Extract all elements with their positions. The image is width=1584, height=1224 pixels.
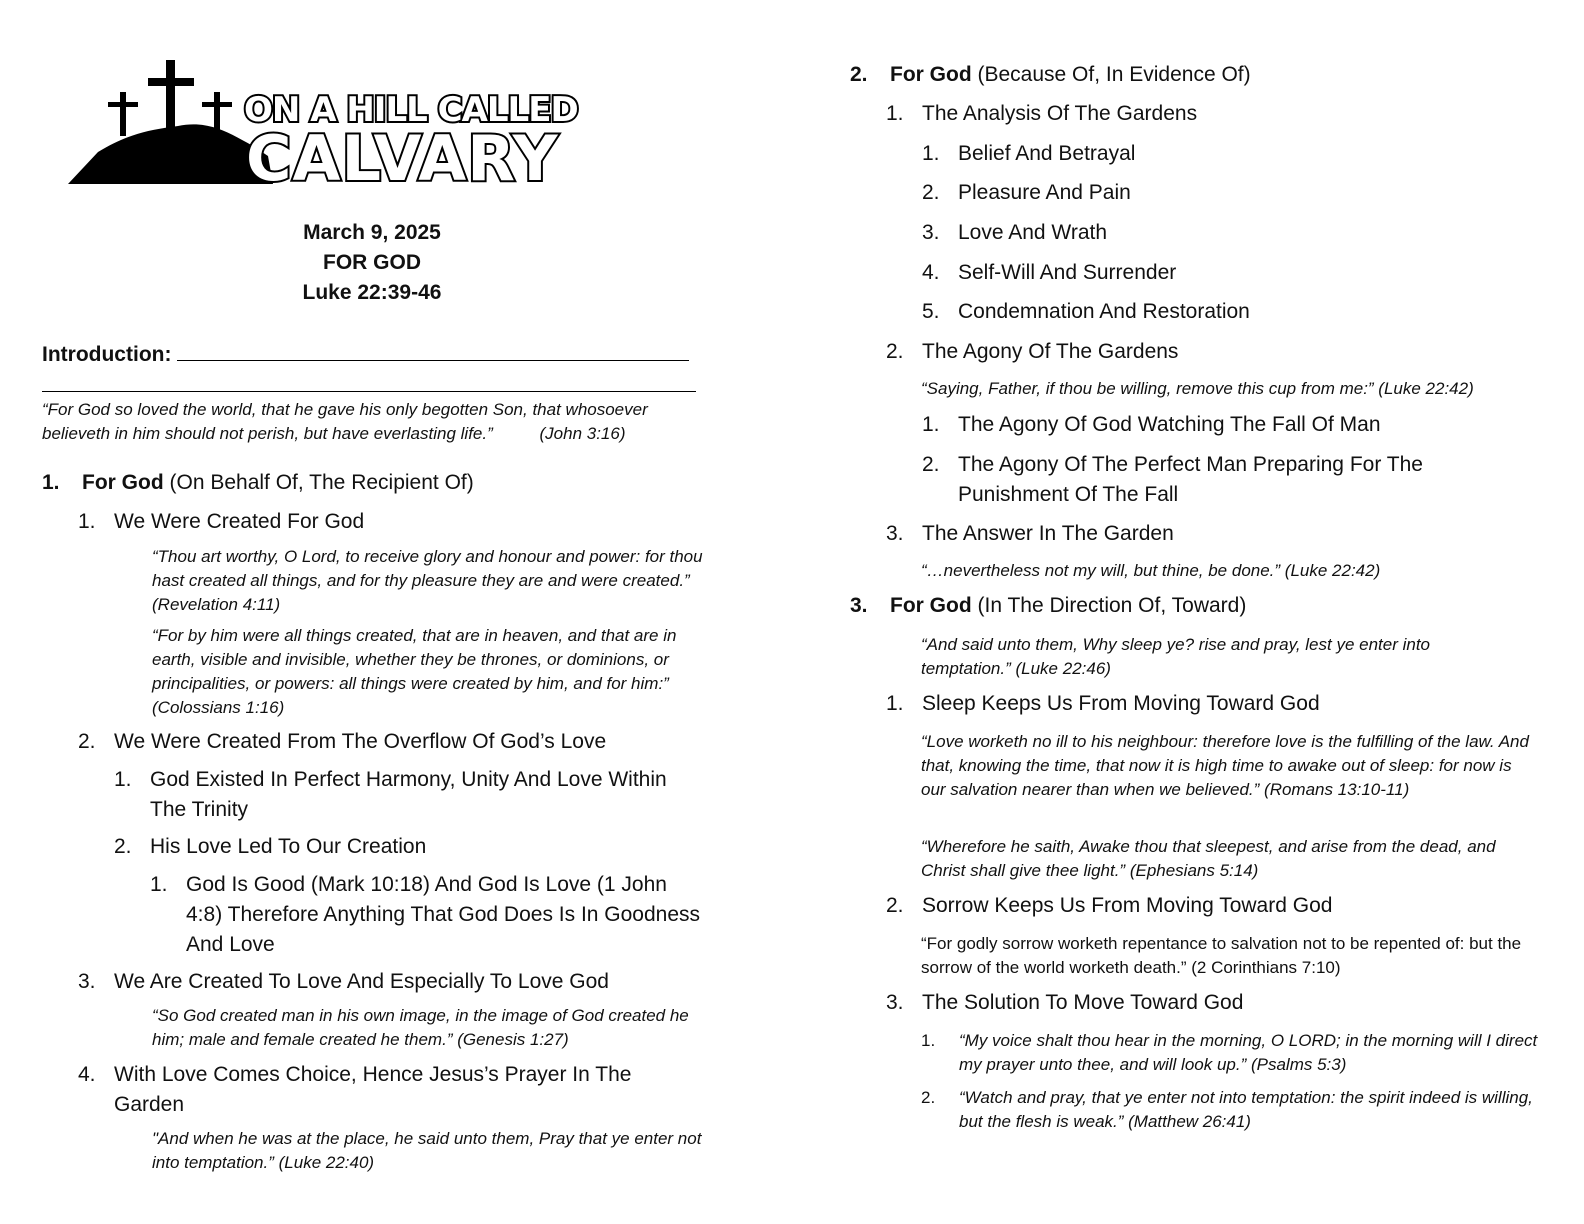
sermon-header — [42, 218, 702, 308]
intro-verse-ref: (John 3:16) — [539, 424, 626, 443]
verse-revelation: “Thou art worthy, O Lord, to receive glory and honour and power: for thou hast created all things, and for thy pleasure they are and were created.” (Revelation 4:11) — [152, 547, 703, 614]
point-2-sub-2-2: 2. The Agony Of The Perfect Man Preparing For The Punishment Of The Fall — [922, 453, 1423, 506]
introduction — [42, 340, 698, 392]
verse-colossians: “For by him were all things created, that are in heaven, and that are in earth, visible and invisible, whether they be thrones, or dominions, or principalities, or powers: all things were created by him, and for him:” (Colossians 1:16) — [152, 626, 677, 717]
fill-in-blank-line — [177, 340, 689, 361]
sermon-date: March 9, 2025 — [303, 221, 441, 244]
verse-luke-22-40: "And when he was at the place, he said unto them, Pray that ye enter not into temptation.” (Luke 22:40) — [152, 1129, 702, 1172]
verse-ephesians: “Wherefore he saith, Awake thou that sleepest, and arise from the dead, and Christ shall give thee light.” (Ephesians 5:14) — [921, 837, 1496, 880]
verse-2-corinthians: “For godly sorrow worketh repentance to salvation not to be repented of: but the sorrow of the world worketh death.” (2 Corinthians 7:10) — [921, 934, 1522, 977]
point-2-sub-2-1: 1. The Agony Of God Watching The Fall Of Man — [922, 413, 1381, 436]
analysis-item: 2. Pleasure And Pain — [922, 181, 1131, 204]
point-3-sub-3: 3. The Solution To Move Toward God — [886, 991, 1244, 1014]
point-2-sub-2: 2. The Agony Of The Gardens — [886, 340, 1179, 363]
analysis-item: 4. Self-Will And Surrender — [922, 261, 1177, 284]
analysis-item: 1. Belief And Betrayal — [922, 142, 1136, 165]
verse-luke-22-46: “And said unto them, Why sleep ye? rise and pray, lest ye enter into temptation.” (Luke 22:46) — [921, 635, 1431, 678]
sermon-title: FOR GOD — [323, 251, 421, 274]
point-1-sub-1: 1. We Were Created For God — [78, 510, 365, 533]
logo-line-1: ON A HILL CALLED — [244, 90, 578, 130]
point-3-sub-1: 1. Sleep Keeps Us From Moving Toward God — [886, 692, 1320, 715]
analysis-item: 5. Condemnation And Restoration — [922, 300, 1250, 323]
verse-luke-22-42b: “…nevertheless not my will, but thine, be done.” (Luke 22:42) — [921, 561, 1381, 580]
point-2-sub-3: 3. The Answer In The Garden — [886, 522, 1174, 545]
point-2-sub-1: 1. The Analysis Of The Gardens — [886, 102, 1198, 125]
intro-verse: “For God so loved the world, that he gave his only begotten Son, that whosoever believeth in him should not perish, but have everlasting life.” (John 3:16) — [42, 400, 648, 443]
logo-line-2: CALVARY — [246, 122, 559, 195]
logo — [68, 56, 678, 195]
point-1-sub-2-2: 2. His Love Led To Our Creation — [114, 835, 427, 858]
point-1-sub-2-1: 1. God Existed In Perfect Harmony, Unity And Love Within The Trinity — [114, 768, 667, 821]
point-3-sub-2: 2. Sorrow Keeps Us From Moving Toward God — [886, 894, 1333, 917]
point-3-heading: 3. For God (In The Direction Of, Toward) — [850, 594, 1247, 617]
verse-genesis: “So God created man in his own image, in the image of God created he him; male and female created he them.” (Genesis 1:27) — [152, 1006, 689, 1049]
analysis-item: 3. Love And Wrath — [922, 221, 1108, 244]
point-1-sub-3: 3. We Are Created To Love And Especially To Love God — [78, 970, 609, 993]
intro-label: Introduction: — [42, 343, 172, 366]
point-1-sub-2-2-1: 1. God Is Good (Mark 10:18) And God Is Love (1 John 4:8) Therefore Anything That God Does Is In Goodness And Love — [150, 873, 701, 956]
point-2-heading: 2. For God (Because Of, In Evidence Of) — [850, 63, 1251, 86]
sermon-passage: Luke 22:39-46 — [302, 281, 442, 304]
verse-luke-22-42a: “Saying, Father, if thou be willing, remove this cup from me:” (Luke 22:42) — [921, 379, 1474, 398]
fill-in-blank-line — [42, 367, 696, 392]
point-1-sub-4: 4. With Love Comes Choice, Hence Jesus’s Prayer In The Garden — [78, 1063, 632, 1116]
verse-romans: “Love worketh no ill to his neighbour: therefore love is the fulfilling of the law. And that, knowing the time, that now it is high time to awake out of sleep: for now is our salvation nearer than when we believed.” (Romans 13:10-11) — [921, 732, 1529, 799]
point-1-heading: 1. For God (On Behalf Of, The Recipient Of) — [42, 471, 474, 494]
point-3-sub-3-2: 2. “Watch and pray, that ye enter not into temptation: the spirit indeed is willing, but the flesh is weak.” (Matthew 26:41) — [921, 1088, 1533, 1131]
point-3-sub-3-1: 1. “My voice shalt thou hear in the morning, O LORD; in the morning will I direct my prayer unto thee, and will look up.” (Psalms 5:3) — [921, 1031, 1538, 1074]
point-1-sub-2: 2. We Were Created From The Overflow Of God’s Love — [78, 730, 607, 753]
